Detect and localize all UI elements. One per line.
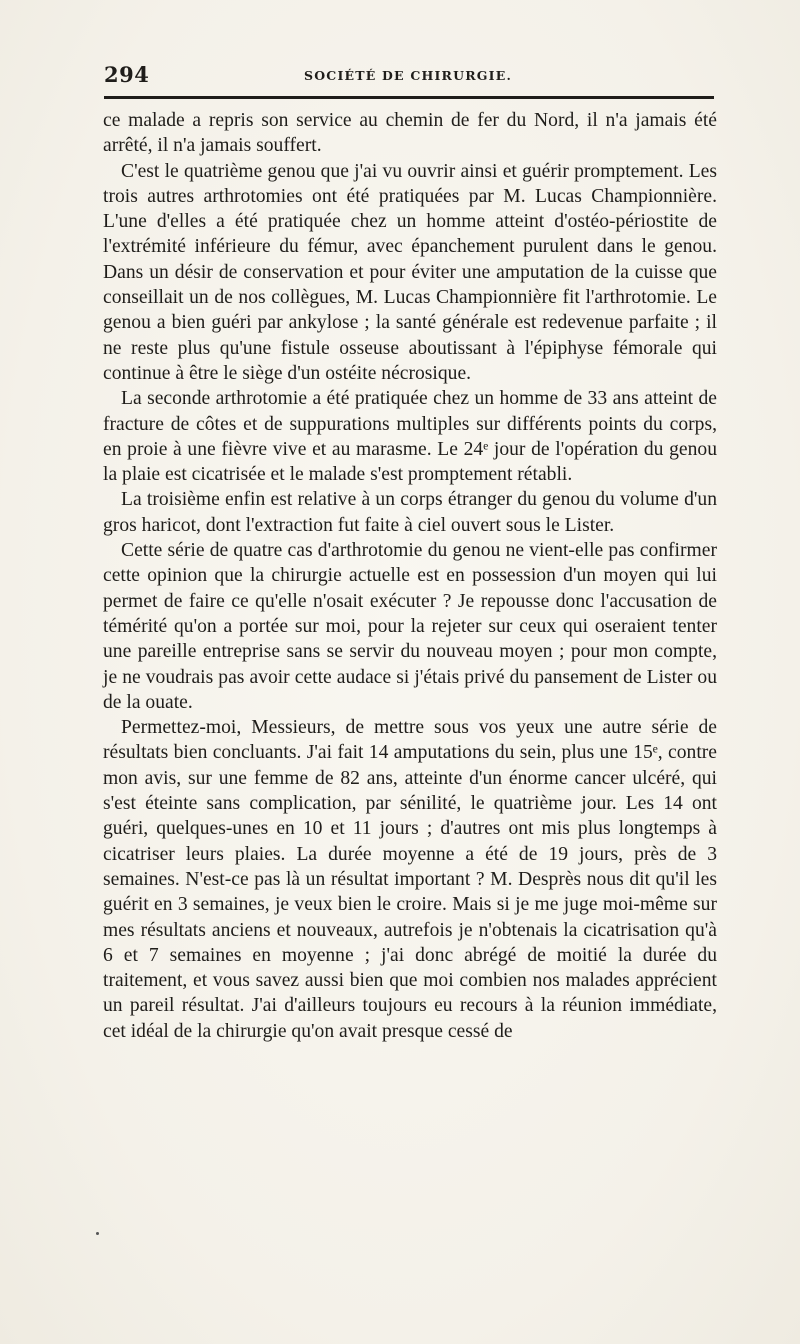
body-text xyxy=(103,108,717,1044)
running-title: SOCIÉTÉ DE CHIRURGIE. xyxy=(303,68,513,83)
print-speck xyxy=(96,1232,99,1235)
paragraph: La troisième enfin est relative à un corps étranger du genou du volume d'un gros haricot, dont l'extraction fut faite à ciel ouvert sous le Lister. xyxy=(103,489,717,536)
paragraph: C'est le quatrième genou que j'ai vu ouvrir ainsi et guérir promptement. Les trois autres arthrotomies ont été pratiquées par M. Lucas Championnière. L'une d'elles a été pratiquée chez un homme atteint d'ostéo-périostite de l'extrémité inférieure du fémur, avec épanchement purulent dans le genou. Dans un désir de conservation et pour éviter une amputation de la cuisse que conseillait un de nos collègues, M. Lucas Championnière fit l'arthrotomie. Le genou a bien guéri par ankylose ; la santé générale est redevenue parfaite ; il ne reste plus qu'une fistule osseuse aboutissant à l'épiphyse fémorale qui continue à être le siège d'un ostéite nécrosique. xyxy=(103,160,717,384)
header-rule xyxy=(104,96,714,99)
paragraph: La seconde arthrotomie a été pratiquée chez un homme de 33 ans atteint de fracture de côtes et de suppurations multiples sur différents points du corps, en proie à une fièvre vive et au marasme. Le 24ᵉ jour de l'opération du genou la plaie est cicatrisée et le malade s'est promptement rétabli. xyxy=(103,388,717,486)
paragraph: ce malade a repris son service au chemin de fer du Nord, il n'a jamais été arrêté, il n'a jamais souffert. xyxy=(103,110,717,157)
paragraph: Permettez-moi, Messieurs, de mettre sous vos yeux une autre série de résultats bien concluants. J'ai fait 14 amputations du sein, plus une 15ᵉ, contre mon avis, sur une femme de 82 ans, atteinte d'un énorme cancer ulcéré, qui s'est éteinte sans complication, par sénilité, le quatrième jour. Les 14 ont guéri, quelques-unes en 10 et 11 jours ; d'autres ont mis plus longtemps à cicatriser leurs plaies. La durée moyenne a été de 19 jours, près de 3 semaines. N'est-ce pas là un résultat important ? M. Desprès nous dit qu'il les guérit en 3 semaines, je veux bien le croire. Mais si je me juge moi-même sur mes résultats anciens et nouveaux, autrefois je n'obtenais la cicatrisation qu'à 6 et 7 semaines en moyenne ; j'ai donc abrégé de moitié la durée du traitement, et vous savez aussi bien que moi combien nos malades apprécient un pareil résultat. J'ai d'ailleurs toujours eu recours à la réunion immédiate, cet idéal de la chirurgie qu'on avait presque cessé de xyxy=(103,717,717,1042)
page-number: 294 xyxy=(104,62,150,87)
paragraph: Cette série de quatre cas d'arthrotomie du genou ne vient-elle pas confirmer cette opinion que la chirurgie actuelle est en possession d'un moyen qui lui permet de faire ce qu'elle n'osait exécuter ? Je repousse donc l'accusation de témérité qu'on a portée sur moi, pour la rejeter sur ceux qui oseraient tenter une pareille entreprise sans se servir du nouveau moyen ; pour mon compte, je ne voudrais pas avoir cette audace si j'étais privé du pansement de Lister ou de la ouate. xyxy=(103,540,717,713)
page-header xyxy=(104,62,712,92)
